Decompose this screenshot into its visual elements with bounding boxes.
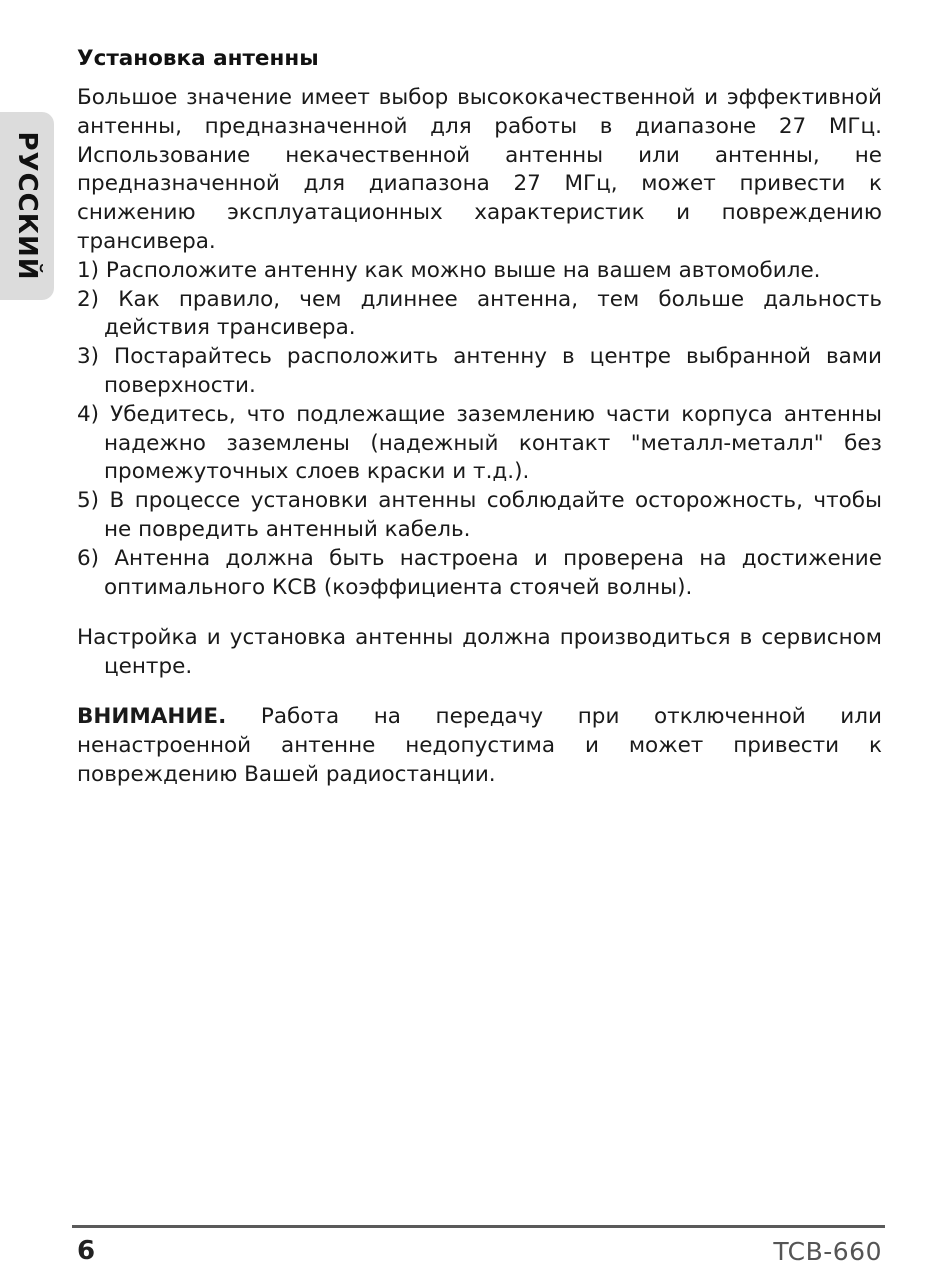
page-number: 6 xyxy=(77,1236,96,1266)
step-item: 6) Антенна должна быть настроена и проверена на достижение оптимального КСВ (коэффициента стоячей волны). xyxy=(77,545,882,600)
warning-paragraph xyxy=(77,703,882,789)
installation-steps xyxy=(77,257,882,603)
intro-paragraph: Большое значение имеет выбор высококачественной и эффективной антенны, предназначенной для работы в диапазоне 27 МГц. Использование некачественной антенны или антенны, не предназначенной для диапазона 27 МГц, может привести к снижению эксплуатационных характеристик и повреждению трансивера. xyxy=(77,85,882,254)
page-content xyxy=(77,44,882,811)
warning-label: ВНИМАНИЕ. xyxy=(77,703,227,729)
model-name: TCB-660 xyxy=(773,1237,882,1266)
step-item: 2) Как правило, чем длиннее антенна, тем больше дальность действия трансивера. xyxy=(77,286,882,341)
warning-text: Работа на передачу при отключенной или ненастроенной антенне недопустима и может привести к повреждению Вашей радиостанции. xyxy=(77,703,882,787)
step-item: 1) Расположите антенну как можно выше на вашем автомобиле. xyxy=(77,257,821,283)
footer-divider xyxy=(72,1225,885,1228)
language-tab-label: РУССКИЙ xyxy=(12,131,42,281)
step-item: 3) Постарайтесь расположить антенну в центре выбранной вами поверхности. xyxy=(77,344,882,398)
section-title: Установка антенны xyxy=(77,46,319,71)
step-item: 5) В процессе установки антенны соблюдайте осторожность, чтобы не повредить антенный кабель. xyxy=(77,488,882,542)
step-item: 4) Убедитесь, что подлежащие заземлению части корпуса антенны надежно заземлены (надежный контакт "металл-металл" без промежуточных слоев краски и т.д.). xyxy=(77,401,882,485)
service-note: Настройка и установка антенны должна производиться в сервисном центре. xyxy=(77,624,882,679)
